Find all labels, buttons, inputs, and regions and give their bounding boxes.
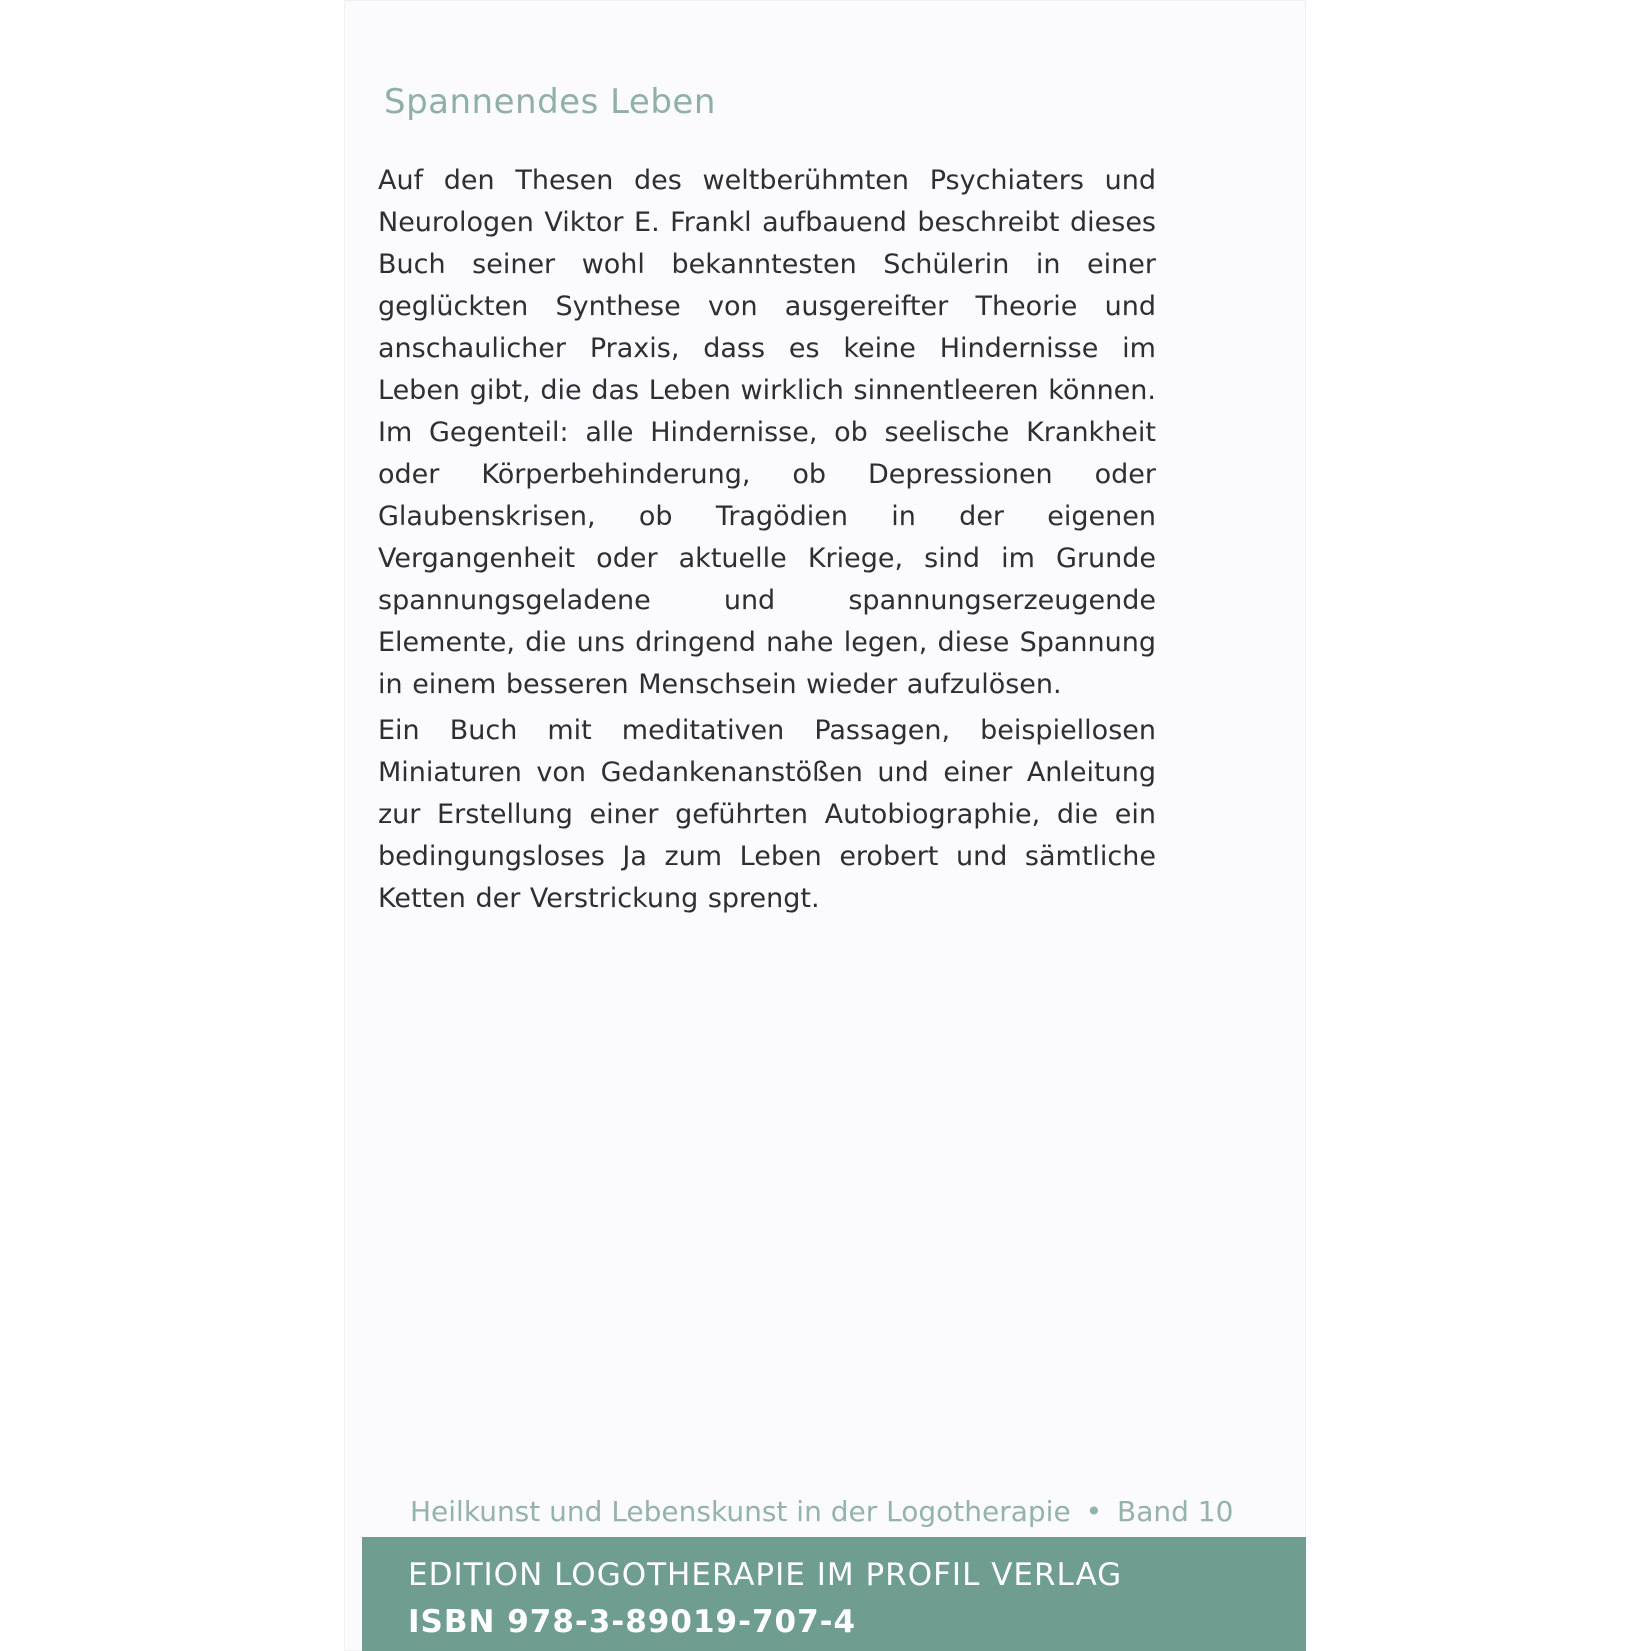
publisher-name: EDITION LOGOTHERAPIE IM PROFIL VERLAG: [408, 1557, 1123, 1593]
series-line: [410, 1495, 1233, 1528]
publisher-bar: [362, 1537, 1306, 1651]
description-paragraph-2: Ein Buch mit meditativen Passagen, beispiellosen Miniaturen von Gedankenanstößen und einer Anleitung zur Erstellung einer geführten Autobiographie, die ein bedingungsloses Ja zum Leben erobert und sämtliche Ketten der Verstrickung sprengt.: [378, 715, 1156, 914]
isbn-label: ISBN 978-3-89019-707-4: [408, 1604, 857, 1640]
series-name: Heilkunst und Lebenskunst in der Logotherapie: [410, 1495, 1071, 1528]
series-volume: Band 10: [1117, 1495, 1234, 1528]
series-separator: •: [1085, 1495, 1103, 1528]
description-paragraph-1: Auf den Thesen des weltberühmten Psychiaters und Neurologen Viktor E. Frankl aufbauend beschreibt dieses Buch seiner wohl bekanntesten Schülerin in einer geglückten Synthese von ausgereifter Theorie und anschaulicher Praxis, dass es keine Hindernisse im Leben gibt, die das Leben wirklich sinnentleeren können. Im Gegenteil: alle Hindernisse, ob seelische Krankheit oder Körperbehinderung, ob Depressionen oder Glaubenskrisen, ob Tragödien in der eigenen Vergangenheit oder aktuelle Kriege, sind im Grunde spannungsgeladene und spannungserzeugende Elemente, die uns dringend nahe legen, diese Spannung in einem besseren Menschsein wieder aufzulösen.: [378, 165, 1156, 700]
book-back-cover: [344, 0, 1306, 1651]
cover-heading: Spannendes Leben: [384, 82, 716, 122]
